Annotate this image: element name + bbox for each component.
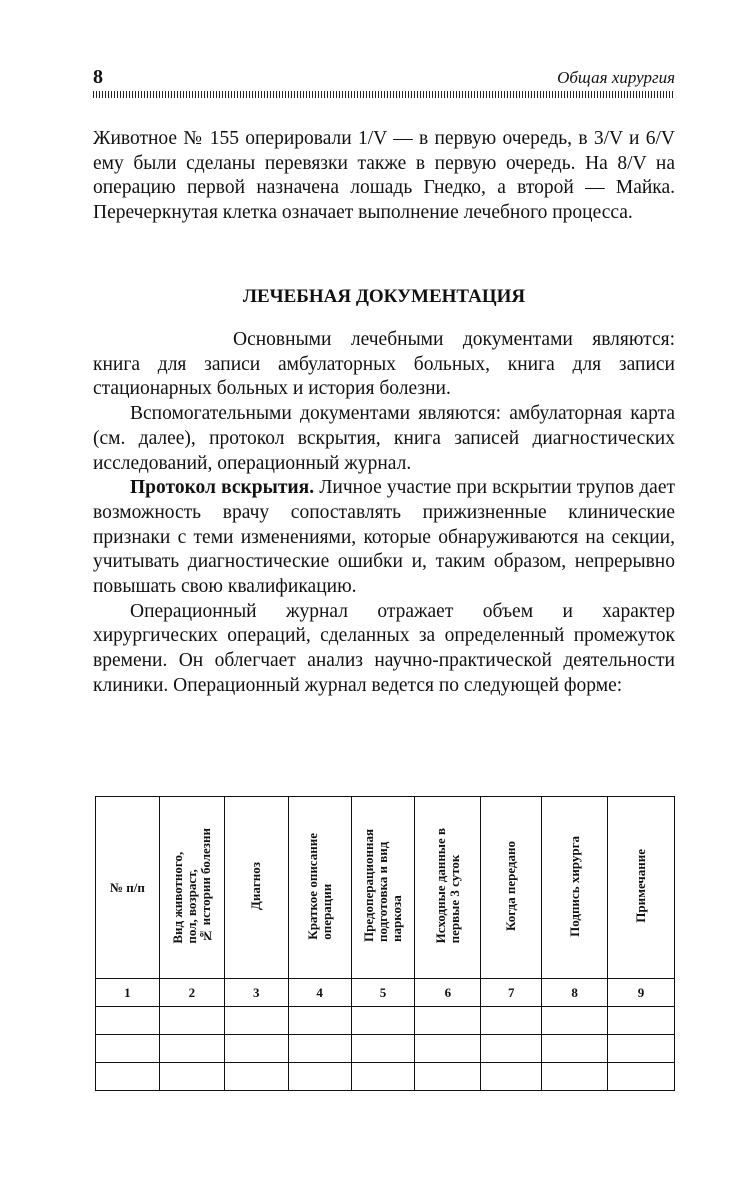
table-header-row — [96, 797, 675, 979]
page-header — [93, 64, 675, 88]
table-cell — [96, 1035, 160, 1063]
column-number: 6 — [415, 979, 481, 1007]
autopsy-protocol-term: Протокол вскрытия. — [130, 477, 315, 499]
table-cell — [159, 1007, 224, 1035]
table-cell — [608, 1063, 675, 1091]
intro-text: Животное № 155 оперировали 1/V — в первую очередь, в 3/V и 6/V ему были сделаны перевязки также в первую очередь. На 8/V на операцию первой назначена лошадь Гнедко, а второй — Майка. Перечеркнутая клетка означает выполнение лечебного процесса. — [93, 128, 675, 224]
table-cell — [542, 1035, 608, 1063]
table-cell — [542, 1063, 608, 1091]
table-cell — [288, 1035, 351, 1063]
running-title: Общая хирургия — [557, 68, 675, 87]
table-cell — [608, 1007, 675, 1035]
table-number-row — [96, 979, 675, 1007]
table-cell — [159, 1063, 224, 1091]
column-number: 2 — [159, 979, 224, 1007]
section-heading: ЛЕЧЕБНАЯ ДОКУМЕНТАЦИЯ — [242, 286, 526, 307]
table-cell — [415, 1063, 481, 1091]
intro-paragraph — [93, 127, 675, 226]
column-number: 1 — [96, 979, 160, 1007]
column-header: Диагноз — [224, 797, 288, 979]
column-header: Подпись хирурга — [542, 797, 608, 979]
table-cell — [542, 1007, 608, 1035]
autopsy-protocol-text: Личное участие при вскрытии трупов дает возможность врачу сопоставлять прижизненные клинические признаки с теми изменениями, которые обнаруживаются на секции, учитывать диагностические ошибки и, таким образом, непрерывно повышать свою квалификацию. — [93, 477, 675, 598]
table-cell — [415, 1035, 481, 1063]
table-cell — [351, 1035, 415, 1063]
operation-journal-table — [95, 796, 675, 1091]
paragraph-autopsy-protocol — [93, 476, 675, 600]
page-number: 8 — [93, 66, 103, 88]
paragraph-auxiliary-documents: Вспомогательными документами являются: амбулаторная карта (см. далее), протокол вскрытия, книга записей диагностических исследований, операционный журнал. — [93, 403, 675, 474]
table-cell — [224, 1063, 288, 1091]
table-row — [96, 1063, 675, 1091]
table-cell — [96, 1007, 160, 1035]
table-cell — [481, 1063, 542, 1091]
table-cell — [351, 1063, 415, 1091]
column-number: 8 — [542, 979, 608, 1007]
table-cell — [224, 1035, 288, 1063]
table-cell — [288, 1007, 351, 1035]
column-header: Примечание — [608, 797, 675, 979]
table-row — [96, 1035, 675, 1063]
table-cell — [288, 1063, 351, 1091]
column-number: 7 — [481, 979, 542, 1007]
column-header: Когда передано — [481, 797, 542, 979]
table-cell — [96, 1063, 160, 1091]
column-header: Предоперационная подготовка и вид наркоза — [351, 797, 415, 979]
column-number: 4 — [288, 979, 351, 1007]
table-cell — [351, 1007, 415, 1035]
column-number: 9 — [608, 979, 675, 1007]
table-cell — [224, 1007, 288, 1035]
paragraph-main-documents: Основными лечебными документами являются: книга для записи амбулаторных больных, книга для записи стационарных больных и история болезни. — [93, 329, 675, 400]
paragraph-operation-journal: Операционный журнал отражает объем и характер хирургических операций, сделанных за определенный промежуток времени. Он облегчает анализ научно-практической деятельности клиники. Операционный журнал ведется по следующей форме: — [93, 600, 675, 696]
table-cell — [415, 1007, 481, 1035]
header-rule — [93, 91, 675, 98]
column-header: № п/п — [96, 797, 160, 979]
column-header: Исходные данные в первые 3 суток — [415, 797, 481, 979]
column-number: 5 — [351, 979, 415, 1007]
column-number: 3 — [224, 979, 288, 1007]
column-header: Краткое описание операции — [288, 797, 351, 979]
table-cell — [481, 1035, 542, 1063]
column-header: Вид животного, пол, возраст, № истории болезни — [159, 797, 224, 979]
table-cell — [481, 1007, 542, 1035]
body-text — [93, 328, 675, 699]
table-row — [96, 1007, 675, 1035]
table-cell — [159, 1035, 224, 1063]
table-cell — [608, 1035, 675, 1063]
